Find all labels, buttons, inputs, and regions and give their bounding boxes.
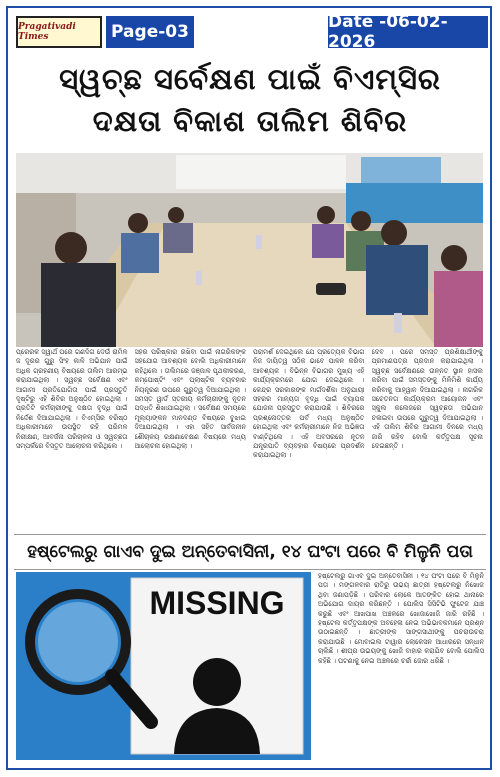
article1-body — [16, 348, 483, 531]
missing-photo-image — [16, 572, 311, 760]
logo-text: Pragativadi Times — [18, 22, 76, 42]
date-badge: Date -06-02-2026 — [328, 16, 488, 48]
article2-body: ହଷ୍ଟେଲରୁ ଗାଏବ ଦୁଇ ଅନ୍ତେବାସିନୀ । ୧୪ ଘଂଟା ପରେ ବି ମିଳୁନି ପତା । ମଙ୍ଗଳବାର ରାତିରୁ ଉଭୟ ଛାତ୍ରୀ ହଷ୍ଟେଲରୁ ନିଖୋଜ ଥିବା ଜଣାପଡ଼ିଛି । ପରିବାର ଲୋକେ ଆତଙ୍କିତ ହୋଇ ଥାନାରେ ଅଭିଯୋଗ ଦାୟର କରିଛନ୍ତି । ପୋଲିସ ସିସିଟିଭି ଫୁଟେଜ ଯାଞ୍ଚ କରୁଛି ଏବଂ ଆଖପାଖ ଅଞ୍ଚଳରେ ଖୋଜାଖୋଜି ଜାରି ରହିଛି । ହଷ୍ଟେଲ କର୍ତ୍ତୃପକ୍ଷଙ୍କ ଅବହେଳା ନେଇ ଅଭିଭାବକମାନେ ପ୍ରଶ୍ନ ଉଠାଇଛନ୍ତି । ଛାତ୍ରୀଙ୍କ ସାଙ୍ଗସାଥୀଙ୍କୁ ପଚରାଉଚରା କରାଯାଉଛି । ମୋବାଇଲ ଟାୱାର ଲୋକେସନ ଆଧାରରେ ସନ୍ଧାନ ଚାଲିଛି । ଶୀଘ୍ର ଉଭୟଙ୍କୁ ଖୋଜି ବାହାର କରାଯିବ ବୋଲି ପୋଲିସ କହିଛି । ଘଟଣାକୁ ନେଇ ଅଞ୍ଚଳରେ ଚର୍ଚ୍ଚା ଜୋର ଧରିଛି । — [318, 572, 484, 665]
page-number-badge: Page-03 — [106, 16, 194, 48]
article1-column-1: ପ୍ରେରକ ସ୍ୱାର୍ଥ ପରେ ଗଣଦିଗ ଦେଉଁ ରାମିଳ ଜ ଦୂରର ଗୁରୁ ସିଂହ କାଳି ଅଭିଯାନ ପାଇଁ ଅଧିକ ଗ୍ରହଣୀୟ ବିଷୟରେ ତାଲିମ ଆରମ୍ଭ କରାଯାଇଥିଲା । ସ୍ୱଚ୍ଛ ସର୍ବେକ୍ଷଣ ଏବଂ ଆଗାମୀ ପ୍ରତିଯୋଗିତା ପାଇଁ ପ୍ରସ୍ତୁତି ଦୃଷ୍ଟିରୁ ଏହି ଶିବିର ଅନୁଷ୍ଠିତ ହୋଇଥିଲା । ପ୍ରତିଟି କର୍ମଚାରୀଙ୍କୁ ଦକ୍ଷତା ବୃଦ୍ଧି ପାଇଁ ନିର୍ଦ୍ଦେଶ ଦିଆଯାଇଥିଲା । ବିଏମ୍‌ସିର ବରିଷ୍ଠ ଅଧିକାରୀମାନେ ଉପସ୍ଥିତ ରହି ପରିମଳ ନିରୀକ୍ଷଣ, ଆବର୍ଜନା ପରିଚାଳନା ଓ ସ୍ୱଚ୍ଛତା ସମ୍ପର୍କରେ ବିସ୍ତୃତ ଆଲୋଚନା କରିଥିଲେ । — [16, 348, 128, 451]
headline-line-2: ଦକ୍ଷତା ବିକାଶ ତାଲିମ ଶିବିର — [92, 104, 408, 138]
article1-column-3: ପରାମର୍ଶ ଦେଇଥିଲେ ଯେ ପ୍ରତ୍ୟେକ ବିଭାଗ ନିଜ ଦାୟିତ୍ୱ ସଠିକ ଭାବେ ପାଳନ କରିବା ଆବଶ୍ୟକ । ବିଭିନ୍ନ ବିଭାଗର ମୁଖ୍ୟ ଏହି କାର୍ଯ୍ୟକ୍ରମରେ ଯୋଗ ଦେଇଥିଲେ । କେନ୍ଦ୍ର ସରକାରଙ୍କ ମାର୍ଗଦର୍ଶିକା ଅନୁଯାୟୀ ସହରର ମାନ୍ୟତା ବୃଦ୍ଧି ପାଇଁ ବ୍ୟାପକ ଯୋଜନା ପ୍ରସ୍ତୁତ କରାଯାଉଛି । ଶିବିରରେ ପ୍ରଶ୍ନୋତ୍ତର ପର୍ବ ମଧ୍ୟ ଅନୁଷ୍ଠିତ ହୋଇଥିଲା ଏବଂ କର୍ମଚାରୀମାନେ ନିଜ ଅଭିଜ୍ଞତା ବାଣ୍ଟିଥିଲେ । ଏହି ଅବସରରେ ନୂତନ ଯନ୍ତ୍ରପାତି ବ୍ୟବହାର ବିଷୟରେ ପ୍ରଦର୍ଶନ କରାଯାଇଥିଲା । — [253, 348, 365, 460]
article1-headline — [14, 58, 486, 150]
missing-photo — [16, 572, 311, 760]
article2-headline: ହଷ୍ଟେଲରୁ ଗାଏବ ଦୁଇ ଅନ୍ତେବାସିନୀ, ୧୪ ଘଂଟା ପରେ ବି ମିଳୁନି ପତା — [14, 534, 486, 570]
masthead — [10, 12, 490, 50]
headline-line-1: ସ୍ୱଚ୍ଛ ସର୍ବେକ୍ଷଣ ପାଇଁ ବିଏମ୍‌ସିର — [59, 62, 441, 96]
training-photo-image — [16, 153, 483, 347]
training-photo — [16, 153, 483, 347]
newspaper-logo — [16, 16, 102, 48]
missing-sign-text: MISSING — [149, 585, 285, 621]
article1-column-4: ଦେବ । ପରେ ସମସ୍ତ ପ୍ରଶିକ୍ଷାର୍ଥୀଙ୍କୁ ପ୍ରମାଣପତ୍ର ପ୍ରଦାନ କରାଯାଇଥିଲା । ସ୍ୱଚ୍ଛ ସର୍ବେକ୍ଷଣରେ ଉନ୍ନତ ସ୍ଥାନ ହାସଲ କରିବା ପାଇଁ ସମସ୍ତଙ୍କୁ ମିଳିମିଶି କାର୍ଯ୍ୟ କରିବାକୁ ଆହ୍ୱାନ ଦିଆଯାଇଥିଲା । ନାଗରିକ ସଚେତନତା କାର୍ଯ୍ୟକ୍ରମ ଆୟୋଜନ ଏବଂ ସ୍କୁଲ କଲେଜରେ ସ୍ୱଚ୍ଛତା ଅଭିଯାନ ଚଳାଇବା ଉପରେ ଗୁରୁତ୍ୱ ଦିଆଯାଇଥିଲା । ଏହି ତାଲିମ ଶିବିର ଆଗାମୀ ଦିନରେ ମଧ୍ୟ ଜାରି ରହିବ ବୋଲି କର୍ତ୍ତୃପକ୍ଷ ସୂଚନା ଦେଇଛନ୍ତି । — [371, 348, 483, 451]
article1-column-2: ସହର ପରିଷ୍କାର ରଖିବା ପାଇଁ ନାଗରିକଙ୍କ ସହଯୋଗ ଆବଶ୍ୟକ ବୋଲି ଅଧିକାରୀମାନେ କହିଥିଲେ । ତାଲିମରେ ଜଞ୍ଜାଳ ପୃଥକୀକରଣ, କମ୍ପୋଷ୍ଟିଂ ଏବଂ ପ୍ଲାଷ୍ଟିକ ବ୍ୟବହାର ନିୟନ୍ତ୍ରଣ ଉପରେ ଗୁରୁତ୍ୱ ଦିଆଯାଇଥିଲା । ସମସ୍ତ ୱାର୍ଡ ସ୍ତରୀୟ କର୍ମଚାରୀଙ୍କୁ ନୂତନ ପଦ୍ଧତି ଶିଖାଯାଇଥିଲା । ସର୍ବେକ୍ଷଣ ସମୟରେ ମୂଲ୍ୟାଙ୍କନ ମାନଦଣ୍ଡ ବିଷୟରେ ବୁଝାଇ ଦିଆଯାଇଥିଲା । ଏହା ସହିତ ସାର୍ବଜନୀନ ଶୌଚାଳୟ ରକ୍ଷଣାବେକ୍ଷଣ ବିଷୟରେ ମଧ୍ୟ ଆଲୋଚନା ହୋଇଥିଲା । — [134, 348, 246, 451]
